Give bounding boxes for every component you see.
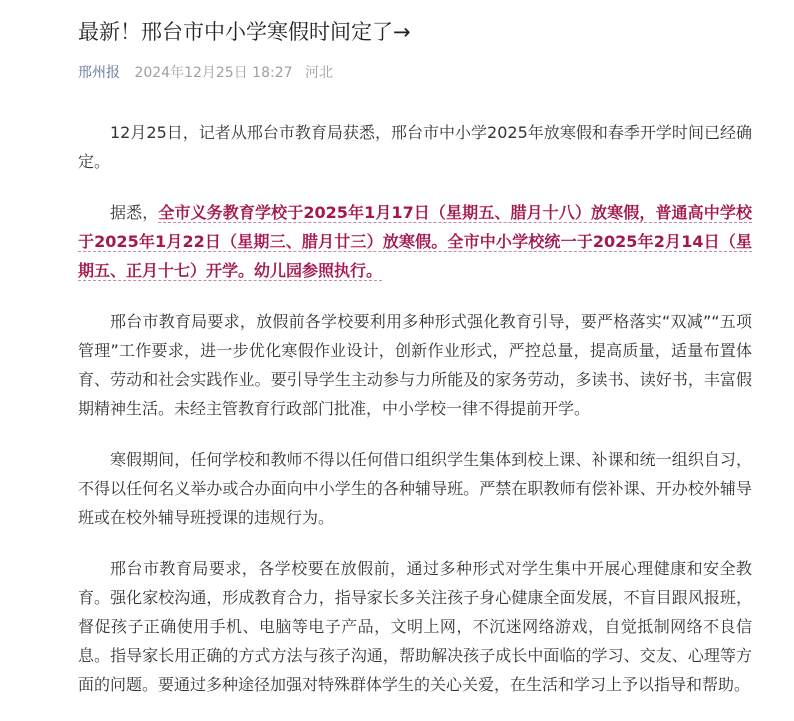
paragraph-2-prefix: 据悉，: [110, 203, 159, 222]
paragraph-2: [78, 198, 752, 285]
source-link[interactable]: 邢州报: [78, 65, 120, 81]
paragraph-3: 邢台市教育局要求，放假前各学校要利用多种形式强化教育引导，要严格落实“双减”“五项管理”工作要求，进一步优化寒假作业设计，创新作业形式，严控总量，提高质量，适量布置体育、劳动和社会实践作业。要引导学生主动参与力所能及的家务劳动，多读书、读好书，丰富假期精神生活。未经主管教育行政部门批准，中小学校一律不得提前开学。: [78, 312, 752, 418]
publish-location: 河北: [304, 65, 333, 81]
article-title: 最新！邢台市中小学寒假时间定了→: [78, 20, 411, 44]
paragraph-4: 寒假期间，任何学校和教师不得以任何借口组织学生集体到校上课、补课和统一组织自习，不得以任何名义举办或合办面向中小学生的各种辅导班。严禁在职教师有偿补课、开办校外辅导班或在校外辅导班授课的违规行为。: [78, 450, 752, 527]
paragraph-1: 12月25日，记者从邢台市教育局获悉，邢台市中小学2025年放寒假和春季开学时间已经确定。: [78, 123, 752, 171]
publish-date: 2024年12月25日 18:27: [134, 65, 293, 81]
paragraph-5: 邢台市教育局要求，各学校要在放假前，通过多种形式对学生集中开展心理健康和安全教育。强化家校沟通，形成教育合力，指导家长多关注孩子身心健康全面发展，不盲目跟风报班，督促孩子正确使用手机、电脑等电子产品，文明上网，不沉迷网络游戏，自觉抵制网络不良信息。指导家长用正确的方式方法与孩子沟通，帮助解决孩子成长中面临的学习、交友、心理等方面的问题。要通过多种途径加强对特殊群体学生的关心关爱，在生活和学习上予以指导和帮助。: [78, 559, 752, 694]
article-body: [78, 118, 752, 721]
paragraph-2-highlight: 全市义务教育学校于2025年1月17日（星期五、腊月十八）放寒假，普通高中学校于2025年1月22日（星期三、腊月廿三）放寒假。全市中小学校统一于2025年2月14日（星期五、正月十七）开学。幼儿园参照执行。: [78, 203, 752, 280]
article-meta: [78, 63, 333, 83]
